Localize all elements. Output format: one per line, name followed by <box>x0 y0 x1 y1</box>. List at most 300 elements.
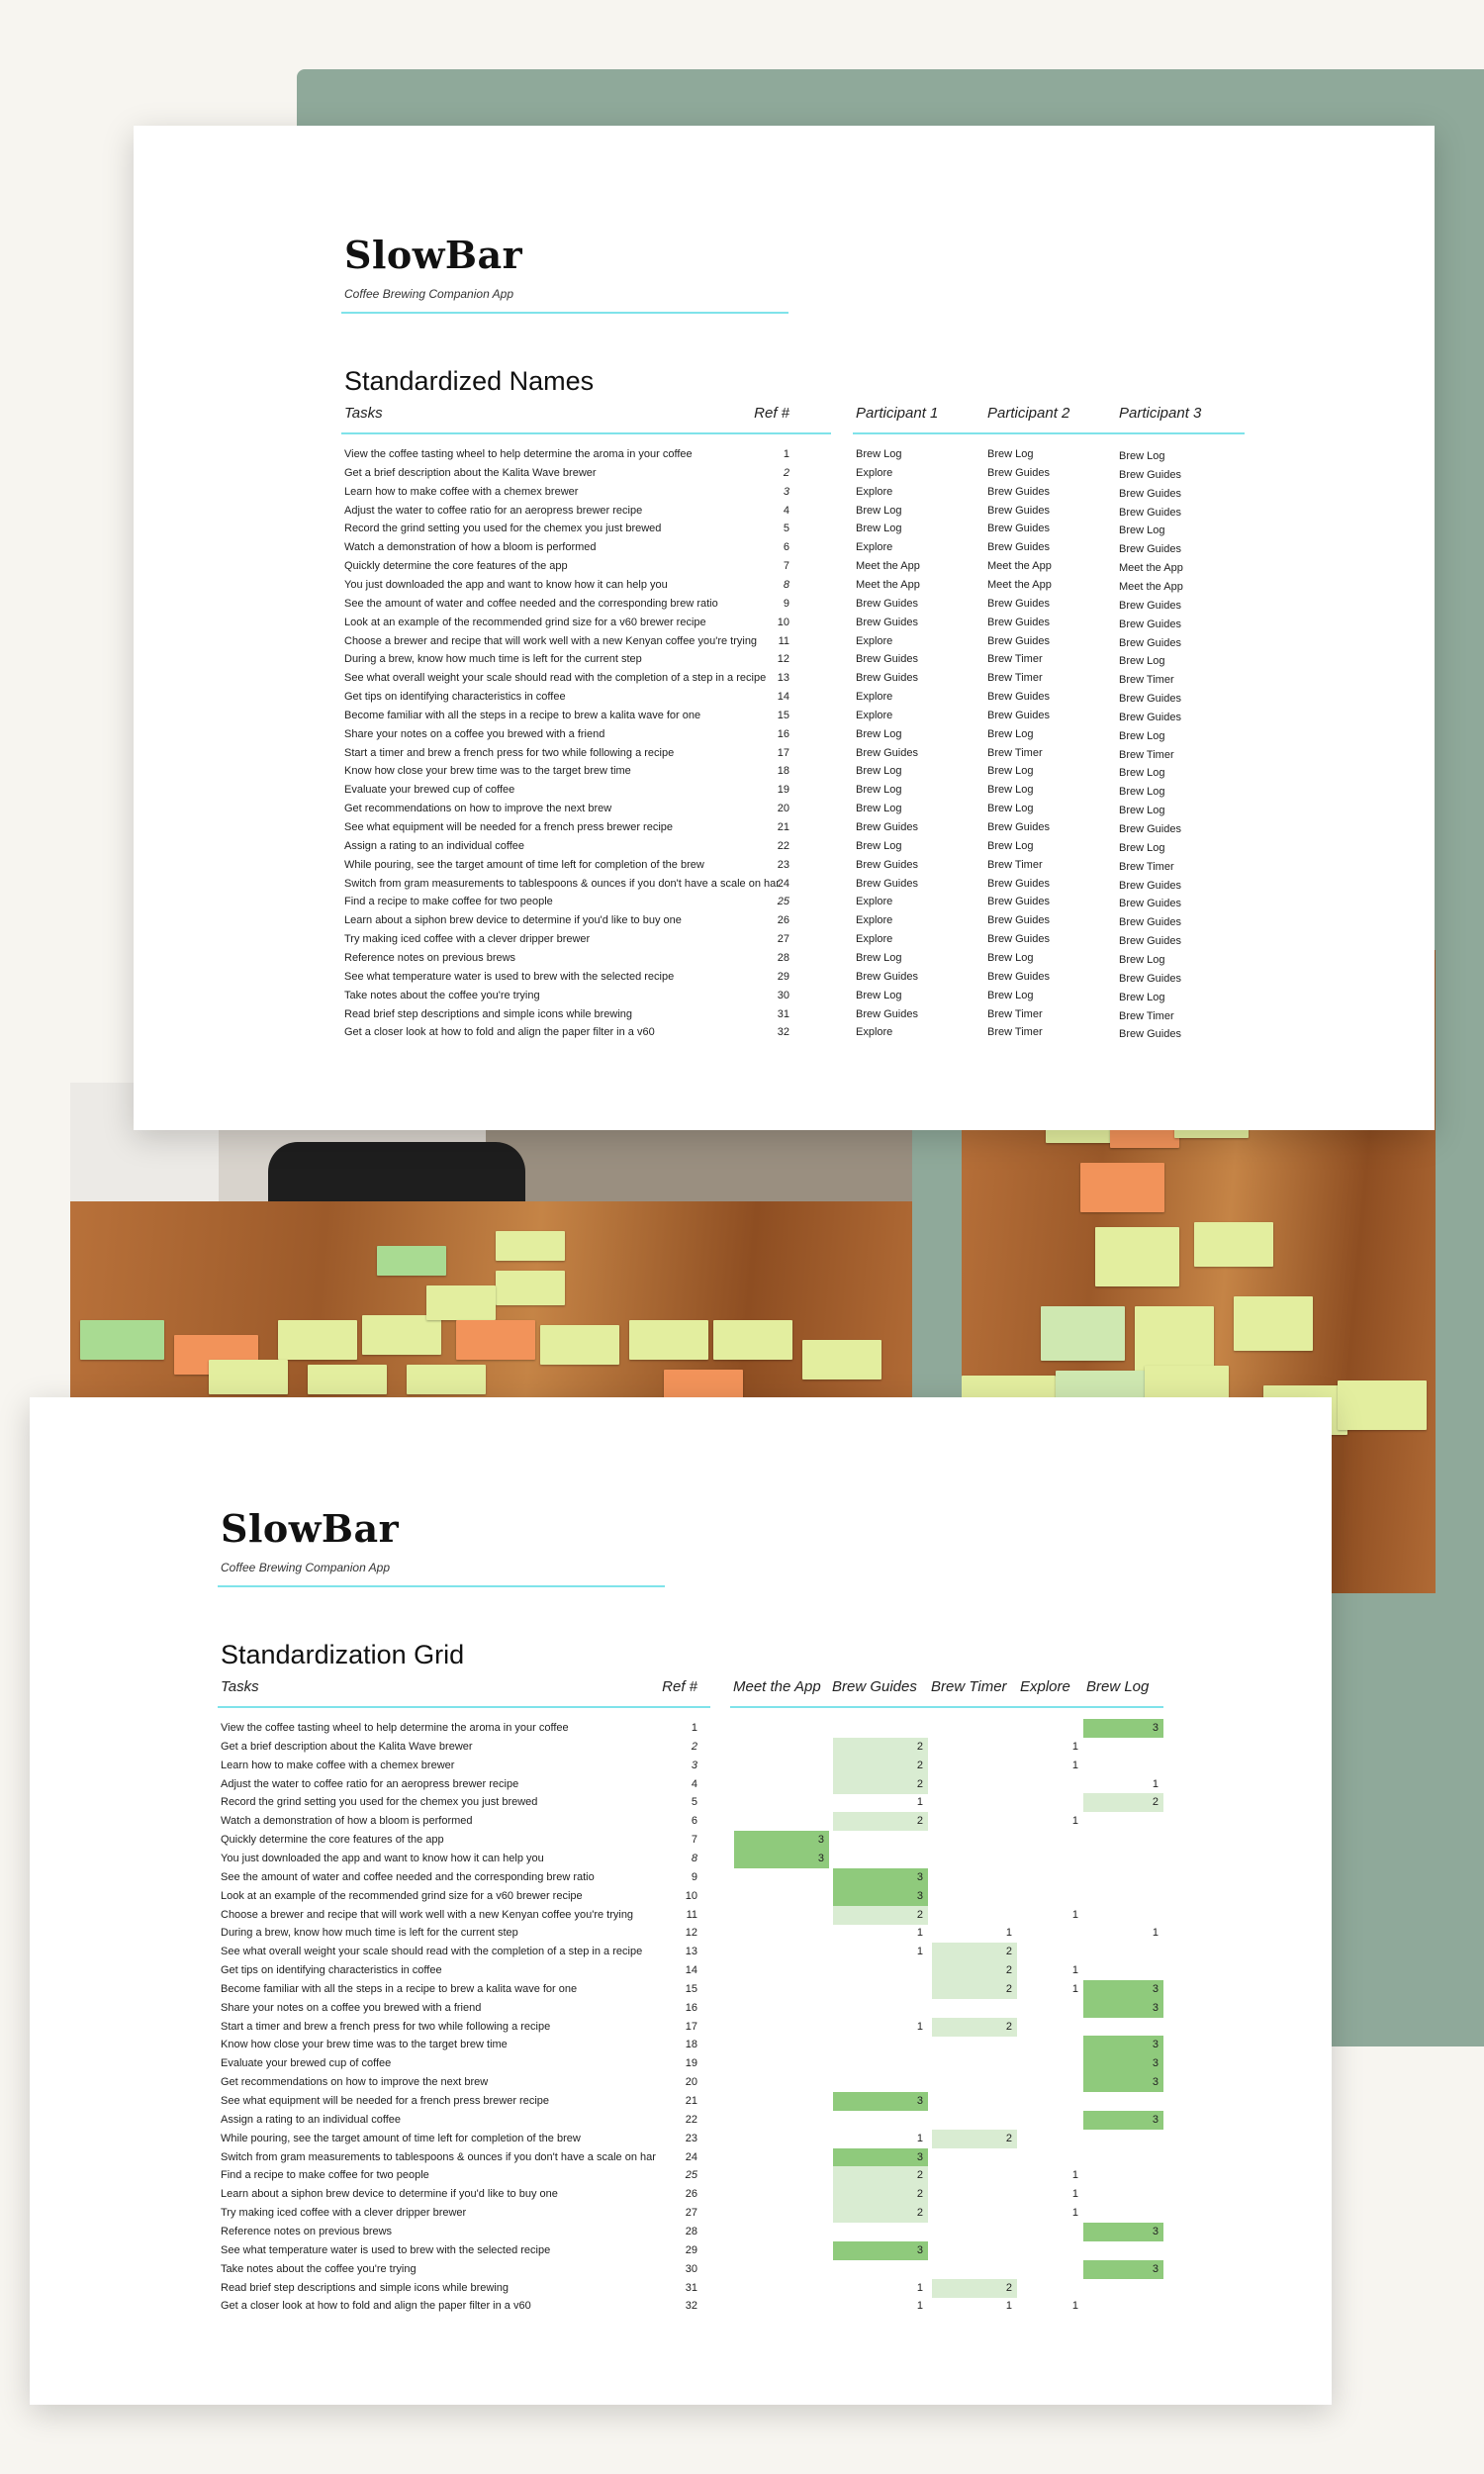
ref-cell: 1 <box>783 448 789 460</box>
participant-3-cell: Brew Log <box>1119 805 1165 817</box>
ref-cell: 2 <box>783 466 789 479</box>
ref-cell: 29 <box>777 970 789 983</box>
ref-cell: 32 <box>685 2300 697 2313</box>
task-cell: While pouring, see the target amount of time left for completion of the brew <box>344 858 704 871</box>
section-title: Standardization Grid <box>221 1640 465 1669</box>
brew-log-cell: 1 <box>1152 1777 1159 1790</box>
ref-cell: 28 <box>777 951 789 964</box>
table-row <box>134 893 1435 911</box>
participant-3-cell: Brew Guides <box>1119 693 1181 706</box>
table-row <box>30 1757 1332 1775</box>
participant-1-cell: Brew Log <box>856 765 902 778</box>
participant-3-cell: Brew Guides <box>1119 618 1181 630</box>
ref-cell: 8 <box>783 578 789 591</box>
brew-log-cell: 3 <box>1083 2260 1163 2279</box>
brew-log-cell: 3 <box>1083 2073 1163 2092</box>
brew-guides-cell: 2 <box>833 2185 928 2204</box>
ref-cell: 9 <box>691 1870 697 1883</box>
header-participant-3: Participant 3 <box>1119 405 1202 422</box>
brand-subtitle: Coffee Brewing Companion App <box>221 1561 390 1574</box>
ref-cell: 26 <box>777 914 789 927</box>
participant-1-cell: Brew Guides <box>856 821 918 833</box>
participant-1-cell: Explore <box>856 466 893 479</box>
task-cell: Get recommendations on how to improve the next brew <box>344 803 612 815</box>
brew-log-cell: 3 <box>1083 2054 1163 2073</box>
table-row <box>30 1850 1332 1868</box>
table-row <box>30 2260 1332 2279</box>
standardization-grid-sheet <box>30 1397 1332 2405</box>
ref-cell: 20 <box>777 803 789 815</box>
table-row <box>30 2297 1332 2316</box>
ref-cell: 23 <box>685 2132 697 2144</box>
ref-cell: 4 <box>783 504 789 517</box>
ref-cell: 27 <box>685 2207 697 2220</box>
ref-cell: 31 <box>777 1007 789 1020</box>
participant-3-cell: Brew Timer <box>1119 748 1174 761</box>
task-cell: Take notes about the coffee you're trying <box>221 2262 417 2275</box>
ref-cell: 29 <box>685 2243 697 2256</box>
task-cell: Choose a brewer and recipe that will work well with a new Kenyan coffee you're trying <box>344 634 758 647</box>
brew-timer-cell: 2 <box>932 2279 1017 2298</box>
ref-cell: 22 <box>777 839 789 852</box>
ref-cell: 4 <box>691 1777 697 1790</box>
participant-1-cell: Brew Guides <box>856 1007 918 1020</box>
task-cell: See what overall weight your scale should read with the completion of a step in a recipe <box>344 672 767 685</box>
ref-cell: 19 <box>777 784 789 797</box>
table-row <box>134 502 1435 521</box>
participant-3-cell: Brew Guides <box>1119 935 1181 948</box>
ref-cell: 28 <box>685 2225 697 2237</box>
task-cell: Record the grind setting you used for the chemex you just brewed <box>221 1796 538 1809</box>
table-row <box>30 2279 1332 2298</box>
table-row <box>134 614 1435 632</box>
participant-2-cell: Brew Guides <box>987 896 1050 908</box>
explore-cell: 1 <box>1071 2188 1078 2201</box>
participant-2-cell: Brew Guides <box>987 541 1050 554</box>
participant-1-cell: Brew Log <box>856 989 902 1001</box>
task-cell: Learn how to make coffee with a chemex brewer <box>344 485 579 498</box>
table-row <box>134 987 1435 1005</box>
header-rule-tasks <box>218 1706 710 1708</box>
header-participant-1: Participant 1 <box>856 405 939 422</box>
table-row <box>134 538 1435 557</box>
table-row <box>30 1719 1332 1738</box>
brew-guides-cell: 3 <box>833 2092 928 2111</box>
table-row <box>30 2018 1332 2037</box>
task-cell: Switch from gram measurements to tablespoons & ounces if you don't have a scale on har <box>221 2150 656 2163</box>
task-cell: Read brief step descriptions and simple icons while brewing <box>221 2281 510 2294</box>
table-row <box>134 725 1435 744</box>
ref-cell: 23 <box>777 858 789 871</box>
participant-2-cell: Brew Log <box>987 784 1034 797</box>
ref-cell: 5 <box>691 1796 697 1809</box>
task-cell: Know how close your brew time was to the target brew time <box>344 765 631 778</box>
ref-cell: 24 <box>685 2150 697 2163</box>
table-row <box>30 1906 1332 1925</box>
table-row <box>134 576 1435 595</box>
ref-cell: 17 <box>685 2020 697 2033</box>
ref-cell: 2 <box>691 1740 697 1753</box>
participant-1-cell: Explore <box>856 1026 893 1039</box>
participant-3-cell: Meet the App <box>1119 580 1183 593</box>
brew-log-cell: 3 <box>1083 1999 1163 2018</box>
participant-2-cell: Brew Timer <box>987 653 1043 666</box>
participant-2-cell: Brew Guides <box>987 523 1050 535</box>
ref-cell: 10 <box>777 616 789 628</box>
table-row <box>134 837 1435 856</box>
card-sorting-photo-table <box>70 1083 912 1399</box>
brew-timer-cell: 2 <box>932 1961 1017 1980</box>
task-cell: Share your notes on a coffee you brewed with a friend <box>344 727 605 740</box>
table-row <box>30 1812 1332 1831</box>
ref-cell: 14 <box>777 691 789 704</box>
table-row <box>30 2036 1332 2054</box>
brew-guides-cell: 1 <box>916 1796 923 1809</box>
participant-3-cell: Brew Log <box>1119 729 1165 742</box>
participant-1-cell: Meet the App <box>856 578 920 591</box>
ref-cell: 18 <box>777 765 789 778</box>
explore-cell: 1 <box>1071 1740 1078 1753</box>
participant-2-cell: Brew Log <box>987 839 1034 852</box>
table-row <box>134 669 1435 688</box>
task-cell: You just downloaded the app and want to know how it can help you <box>221 1852 544 1864</box>
participant-2-cell: Brew Guides <box>987 597 1050 610</box>
participant-2-cell: Brew Timer <box>987 1007 1043 1020</box>
ref-cell: 16 <box>685 2001 697 2014</box>
task-cell: View the coffee tasting wheel to help determine the aroma in your coffee <box>221 1722 569 1734</box>
participant-1-cell: Brew Guides <box>856 970 918 983</box>
participant-2-cell: Brew Log <box>987 765 1034 778</box>
participant-1-cell: Brew Log <box>856 951 902 964</box>
brew-guides-cell: 1 <box>916 2300 923 2313</box>
participant-2-cell: Meet the App <box>987 560 1052 573</box>
brew-guides-cell: 2 <box>833 1757 928 1775</box>
participant-3-cell: Brew Guides <box>1119 711 1181 723</box>
participant-2-cell: Brew Log <box>987 727 1034 740</box>
brand-title: SlowBar <box>221 1506 400 1551</box>
task-cell: Switch from gram measurements to tablespoons & ounces if you don't have a scale on har <box>344 877 780 890</box>
brew-guides-cell: 1 <box>916 2281 923 2294</box>
brew-guides-cell: 2 <box>833 1738 928 1757</box>
task-cell: Read brief step descriptions and simple icons while brewing <box>344 1007 633 1020</box>
table-row <box>134 930 1435 949</box>
table-row <box>30 1868 1332 1887</box>
brew-guides-cell: 2 <box>833 2166 928 2185</box>
participant-2-cell: Brew Log <box>987 989 1034 1001</box>
explore-cell: 1 <box>1071 1982 1078 1995</box>
table-row <box>134 949 1435 968</box>
participant-3-cell: Brew Guides <box>1119 543 1181 556</box>
participant-1-cell: Brew Guides <box>856 858 918 871</box>
ref-cell: 9 <box>783 597 789 610</box>
participant-3-cell: Brew Log <box>1119 450 1165 462</box>
table-row <box>30 1831 1332 1850</box>
ref-cell: 22 <box>685 2113 697 2126</box>
ref-cell: 3 <box>783 485 789 498</box>
table-row <box>30 1775 1332 1794</box>
table-row <box>30 2148 1332 2167</box>
ref-cell: 16 <box>777 727 789 740</box>
ref-cell: 12 <box>777 653 789 666</box>
participant-1-cell: Brew Log <box>856 448 902 460</box>
participant-3-cell: Brew Guides <box>1119 487 1181 500</box>
brew-log-cell: 3 <box>1083 2223 1163 2241</box>
task-cell: Get tips on identifying characteristics in coffee <box>344 691 566 704</box>
ref-cell: 30 <box>777 989 789 1001</box>
task-cell: Learn how to make coffee with a chemex brewer <box>221 1759 455 1771</box>
brand-title: SlowBar <box>344 233 523 277</box>
ref-cell: 12 <box>685 1927 697 1940</box>
table-row <box>30 2241 1332 2260</box>
ref-cell: 18 <box>685 2039 697 2051</box>
task-cell: View the coffee tasting wheel to help determine the aroma in your coffee <box>344 448 693 460</box>
table-row <box>134 875 1435 894</box>
table-row <box>30 1793 1332 1812</box>
ref-cell: 15 <box>685 1982 697 1995</box>
ref-cell: 13 <box>685 1946 697 1958</box>
header-ref: Ref # <box>754 405 789 422</box>
ref-cell: 17 <box>777 746 789 759</box>
ref-cell: 14 <box>685 1964 697 1977</box>
participant-3-cell: Brew Timer <box>1119 1009 1174 1022</box>
table-row <box>30 2166 1332 2185</box>
header-brew-guides: Brew Guides <box>832 1678 917 1695</box>
brew-guides-cell: 3 <box>833 2148 928 2167</box>
task-cell: See the amount of water and coffee needed and the corresponding brew ratio <box>221 1870 595 1883</box>
ref-cell: 24 <box>777 877 789 890</box>
table-row <box>30 1980 1332 1999</box>
ref-cell: 13 <box>777 672 789 685</box>
header-brew-timer: Brew Timer <box>931 1678 1007 1695</box>
participant-2-cell: Brew Guides <box>987 877 1050 890</box>
header-brew-log: Brew Log <box>1086 1678 1150 1695</box>
task-cell: Record the grind setting you used for the chemex you just brewed <box>344 523 662 535</box>
table-row <box>30 1961 1332 1980</box>
header-rule-participants <box>853 432 1245 434</box>
header-rule-tasks <box>341 432 831 434</box>
brew-log-cell: 1 <box>1152 1927 1159 1940</box>
brew-timer-cell: 2 <box>932 1980 1017 1999</box>
participant-1-cell: Brew Guides <box>856 746 918 759</box>
brew-guides-cell: 2 <box>833 2204 928 2223</box>
participant-3-cell: Brew Guides <box>1119 823 1181 835</box>
participant-3-cell: Brew Log <box>1119 786 1165 799</box>
ref-cell: 19 <box>685 2057 697 2070</box>
table-row <box>134 800 1435 818</box>
table-row <box>30 2223 1332 2241</box>
ref-cell: 31 <box>685 2281 697 2294</box>
brand-underline <box>341 312 788 314</box>
participant-3-cell: Brew Guides <box>1119 972 1181 985</box>
participant-2-cell: Brew Log <box>987 448 1034 460</box>
participant-1-cell: Explore <box>856 709 893 721</box>
task-cell: Learn about a siphon brew device to determine if you'd like to buy one <box>221 2188 558 2201</box>
task-cell: Reference notes on previous brews <box>344 951 516 964</box>
table-row <box>30 1943 1332 1961</box>
task-cell: Get a closer look at how to fold and align the paper filter in a v60 <box>221 2300 531 2313</box>
task-cell: Quickly determine the core features of the app <box>221 1834 444 1847</box>
participant-3-cell: Brew Log <box>1119 953 1165 966</box>
participant-2-cell: Brew Guides <box>987 709 1050 721</box>
task-cell: During a brew, know how much time is left for the current step <box>221 1927 518 1940</box>
brew-timer-cell: 2 <box>932 2130 1017 2148</box>
table-row <box>30 1999 1332 2018</box>
task-cell: See what equipment will be needed for a french press brewer recipe <box>221 2095 550 2107</box>
participant-1-cell: Brew Log <box>856 504 902 517</box>
task-cell: Start a timer and brew a french press for two while following a recipe <box>221 2020 551 2033</box>
table-row <box>134 911 1435 930</box>
task-cell: Look at an example of the recommended grind size for a v60 brewer recipe <box>221 1889 583 1902</box>
ref-cell: 20 <box>685 2076 697 2089</box>
task-cell: See what temperature water is used to brew with the selected recipe <box>344 970 675 983</box>
participant-1-cell: Explore <box>856 933 893 946</box>
task-cell: Know how close your brew time was to the target brew time <box>221 2039 508 2051</box>
task-cell: Find a recipe to make coffee for two people <box>344 896 553 908</box>
task-cell: Quickly determine the core features of the app <box>344 560 568 573</box>
participant-3-cell: Brew Log <box>1119 655 1165 668</box>
participant-2-cell: Brew Guides <box>987 466 1050 479</box>
participant-1-cell: Explore <box>856 485 893 498</box>
participant-1-cell: Explore <box>856 634 893 647</box>
participant-3-cell: Brew Guides <box>1119 468 1181 481</box>
task-cell: Get a brief description about the Kalita Wave brewer <box>221 1740 473 1753</box>
participant-1-cell: Brew Guides <box>856 616 918 628</box>
task-cell: Assign a rating to an individual coffee <box>344 839 525 852</box>
table-row <box>30 2111 1332 2130</box>
task-cell: Get recommendations on how to improve the next brew <box>221 2076 489 2089</box>
task-cell: See what temperature water is used to brew with the selected recipe <box>221 2243 551 2256</box>
brew-timer-cell: 2 <box>932 2018 1017 2037</box>
task-cell: Start a timer and brew a french press for two while following a recipe <box>344 746 675 759</box>
brew-guides-cell: 3 <box>833 2241 928 2260</box>
task-cell: Assign a rating to an individual coffee <box>221 2113 402 2126</box>
ref-cell: 26 <box>685 2188 697 2201</box>
participant-2-cell: Brew Guides <box>987 821 1050 833</box>
participant-1-cell: Brew Log <box>856 784 902 797</box>
brew-guides-cell: 3 <box>833 1868 928 1887</box>
task-cell: See what overall weight your scale should read with the completion of a step in a recipe <box>221 1946 643 1958</box>
ref-cell: 15 <box>777 709 789 721</box>
table-row <box>30 2054 1332 2073</box>
task-cell: Try making iced coffee with a clever dripper brewer <box>344 933 591 946</box>
participant-2-cell: Brew Timer <box>987 672 1043 685</box>
ref-cell: 27 <box>777 933 789 946</box>
brew-log-cell: 3 <box>1083 2111 1163 2130</box>
participant-1-cell: Explore <box>856 541 893 554</box>
brew-guides-cell: 3 <box>833 1887 928 1906</box>
participant-3-cell: Brew Guides <box>1119 916 1181 929</box>
header-ref: Ref # <box>662 1678 697 1695</box>
ref-cell: 25 <box>777 896 789 908</box>
participant-1-cell: Brew Log <box>856 523 902 535</box>
participant-3-cell: Brew Log <box>1119 524 1165 537</box>
table-row <box>30 2092 1332 2111</box>
task-cell: Get tips on identifying characteristics in coffee <box>221 1964 442 1977</box>
participant-3-cell: Brew Guides <box>1119 898 1181 910</box>
participant-2-cell: Brew Timer <box>987 746 1043 759</box>
header-tasks: Tasks <box>221 1678 259 1695</box>
section-title: Standardized Names <box>344 366 595 396</box>
brew-log-cell: 3 <box>1083 1980 1163 1999</box>
ref-cell: 3 <box>691 1759 697 1771</box>
task-cell: Become familiar with all the steps in a recipe to brew a kalita wave for one <box>221 1982 578 1995</box>
participant-3-cell: Brew Guides <box>1119 636 1181 649</box>
brew-guides-cell: 1 <box>916 2020 923 2033</box>
participant-1-cell: Brew Log <box>856 839 902 852</box>
ref-cell: 6 <box>691 1815 697 1828</box>
table-row <box>134 632 1435 651</box>
table-row <box>30 2073 1332 2092</box>
table-row <box>134 483 1435 502</box>
task-cell: Share your notes on a coffee you brewed with a friend <box>221 2001 482 2014</box>
brew-guides-cell: 1 <box>916 1946 923 1958</box>
participant-3-cell: Brew Guides <box>1119 879 1181 892</box>
task-cell: See what equipment will be needed for a french press brewer recipe <box>344 821 674 833</box>
table-row <box>134 557 1435 576</box>
brew-guides-cell: 1 <box>916 1927 923 1940</box>
header-explore: Explore <box>1020 1678 1070 1695</box>
ref-cell: 7 <box>691 1834 697 1847</box>
participant-2-cell: Brew Log <box>987 803 1034 815</box>
task-cell: Look at an example of the recommended grind size for a v60 brewer recipe <box>344 616 706 628</box>
brew-guides-cell: 1 <box>916 2132 923 2144</box>
standardized-names-sheet <box>134 126 1435 1130</box>
participant-3-cell: Brew Log <box>1119 767 1165 780</box>
meet-the-app-cell: 3 <box>734 1831 829 1850</box>
participant-1-cell: Explore <box>856 691 893 704</box>
table-row <box>134 968 1435 987</box>
task-cell: Try making iced coffee with a clever dripper brewer <box>221 2207 467 2220</box>
task-cell: During a brew, know how much time is left for the current step <box>344 653 642 666</box>
table-row <box>30 1887 1332 1906</box>
meet-the-app-cell: 3 <box>734 1850 829 1868</box>
brand-subtitle: Coffee Brewing Companion App <box>344 287 513 301</box>
participant-1-cell: Explore <box>856 914 893 927</box>
explore-cell: 1 <box>1071 2169 1078 2182</box>
participant-2-cell: Brew Guides <box>987 485 1050 498</box>
task-cell: Evaluate your brewed cup of coffee <box>221 2057 392 2070</box>
table-row <box>134 650 1435 669</box>
header-tasks: Tasks <box>344 405 383 422</box>
participant-2-cell: Brew Timer <box>987 1026 1043 1039</box>
task-cell: Watch a demonstration of how a bloom is performed <box>221 1815 473 1828</box>
participant-3-cell: Brew Timer <box>1119 674 1174 687</box>
participant-1-cell: Brew Guides <box>856 672 918 685</box>
task-cell: Reference notes on previous brews <box>221 2225 393 2237</box>
participant-2-cell: Brew Guides <box>987 914 1050 927</box>
explore-cell: 1 <box>1071 1964 1078 1977</box>
participant-3-cell: Meet the App <box>1119 562 1183 575</box>
participant-3-cell: Brew Timer <box>1119 860 1174 873</box>
participant-1-cell: Brew Log <box>856 803 902 815</box>
participant-2-cell: Brew Guides <box>987 616 1050 628</box>
participant-2-cell: Brew Timer <box>987 858 1043 871</box>
task-cell: Find a recipe to make coffee for two people <box>221 2169 429 2182</box>
ref-cell: 7 <box>783 560 789 573</box>
ref-cell: 25 <box>685 2169 697 2182</box>
task-cell: Adjust the water to coffee ratio for an aeropress brewer recipe <box>221 1777 519 1790</box>
brew-log-cell: 3 <box>1083 2036 1163 2054</box>
ref-cell: 32 <box>777 1026 789 1039</box>
task-cell: Adjust the water to coffee ratio for an aeropress brewer recipe <box>344 504 643 517</box>
brand-underline <box>218 1585 665 1587</box>
ref-cell: 21 <box>685 2095 697 2107</box>
header-rule-categories <box>730 1706 1163 1708</box>
ref-cell: 10 <box>685 1889 697 1902</box>
table-row <box>134 520 1435 538</box>
task-cell: Take notes about the coffee you're trying <box>344 989 540 1001</box>
task-cell: You just downloaded the app and want to know how it can help you <box>344 578 668 591</box>
